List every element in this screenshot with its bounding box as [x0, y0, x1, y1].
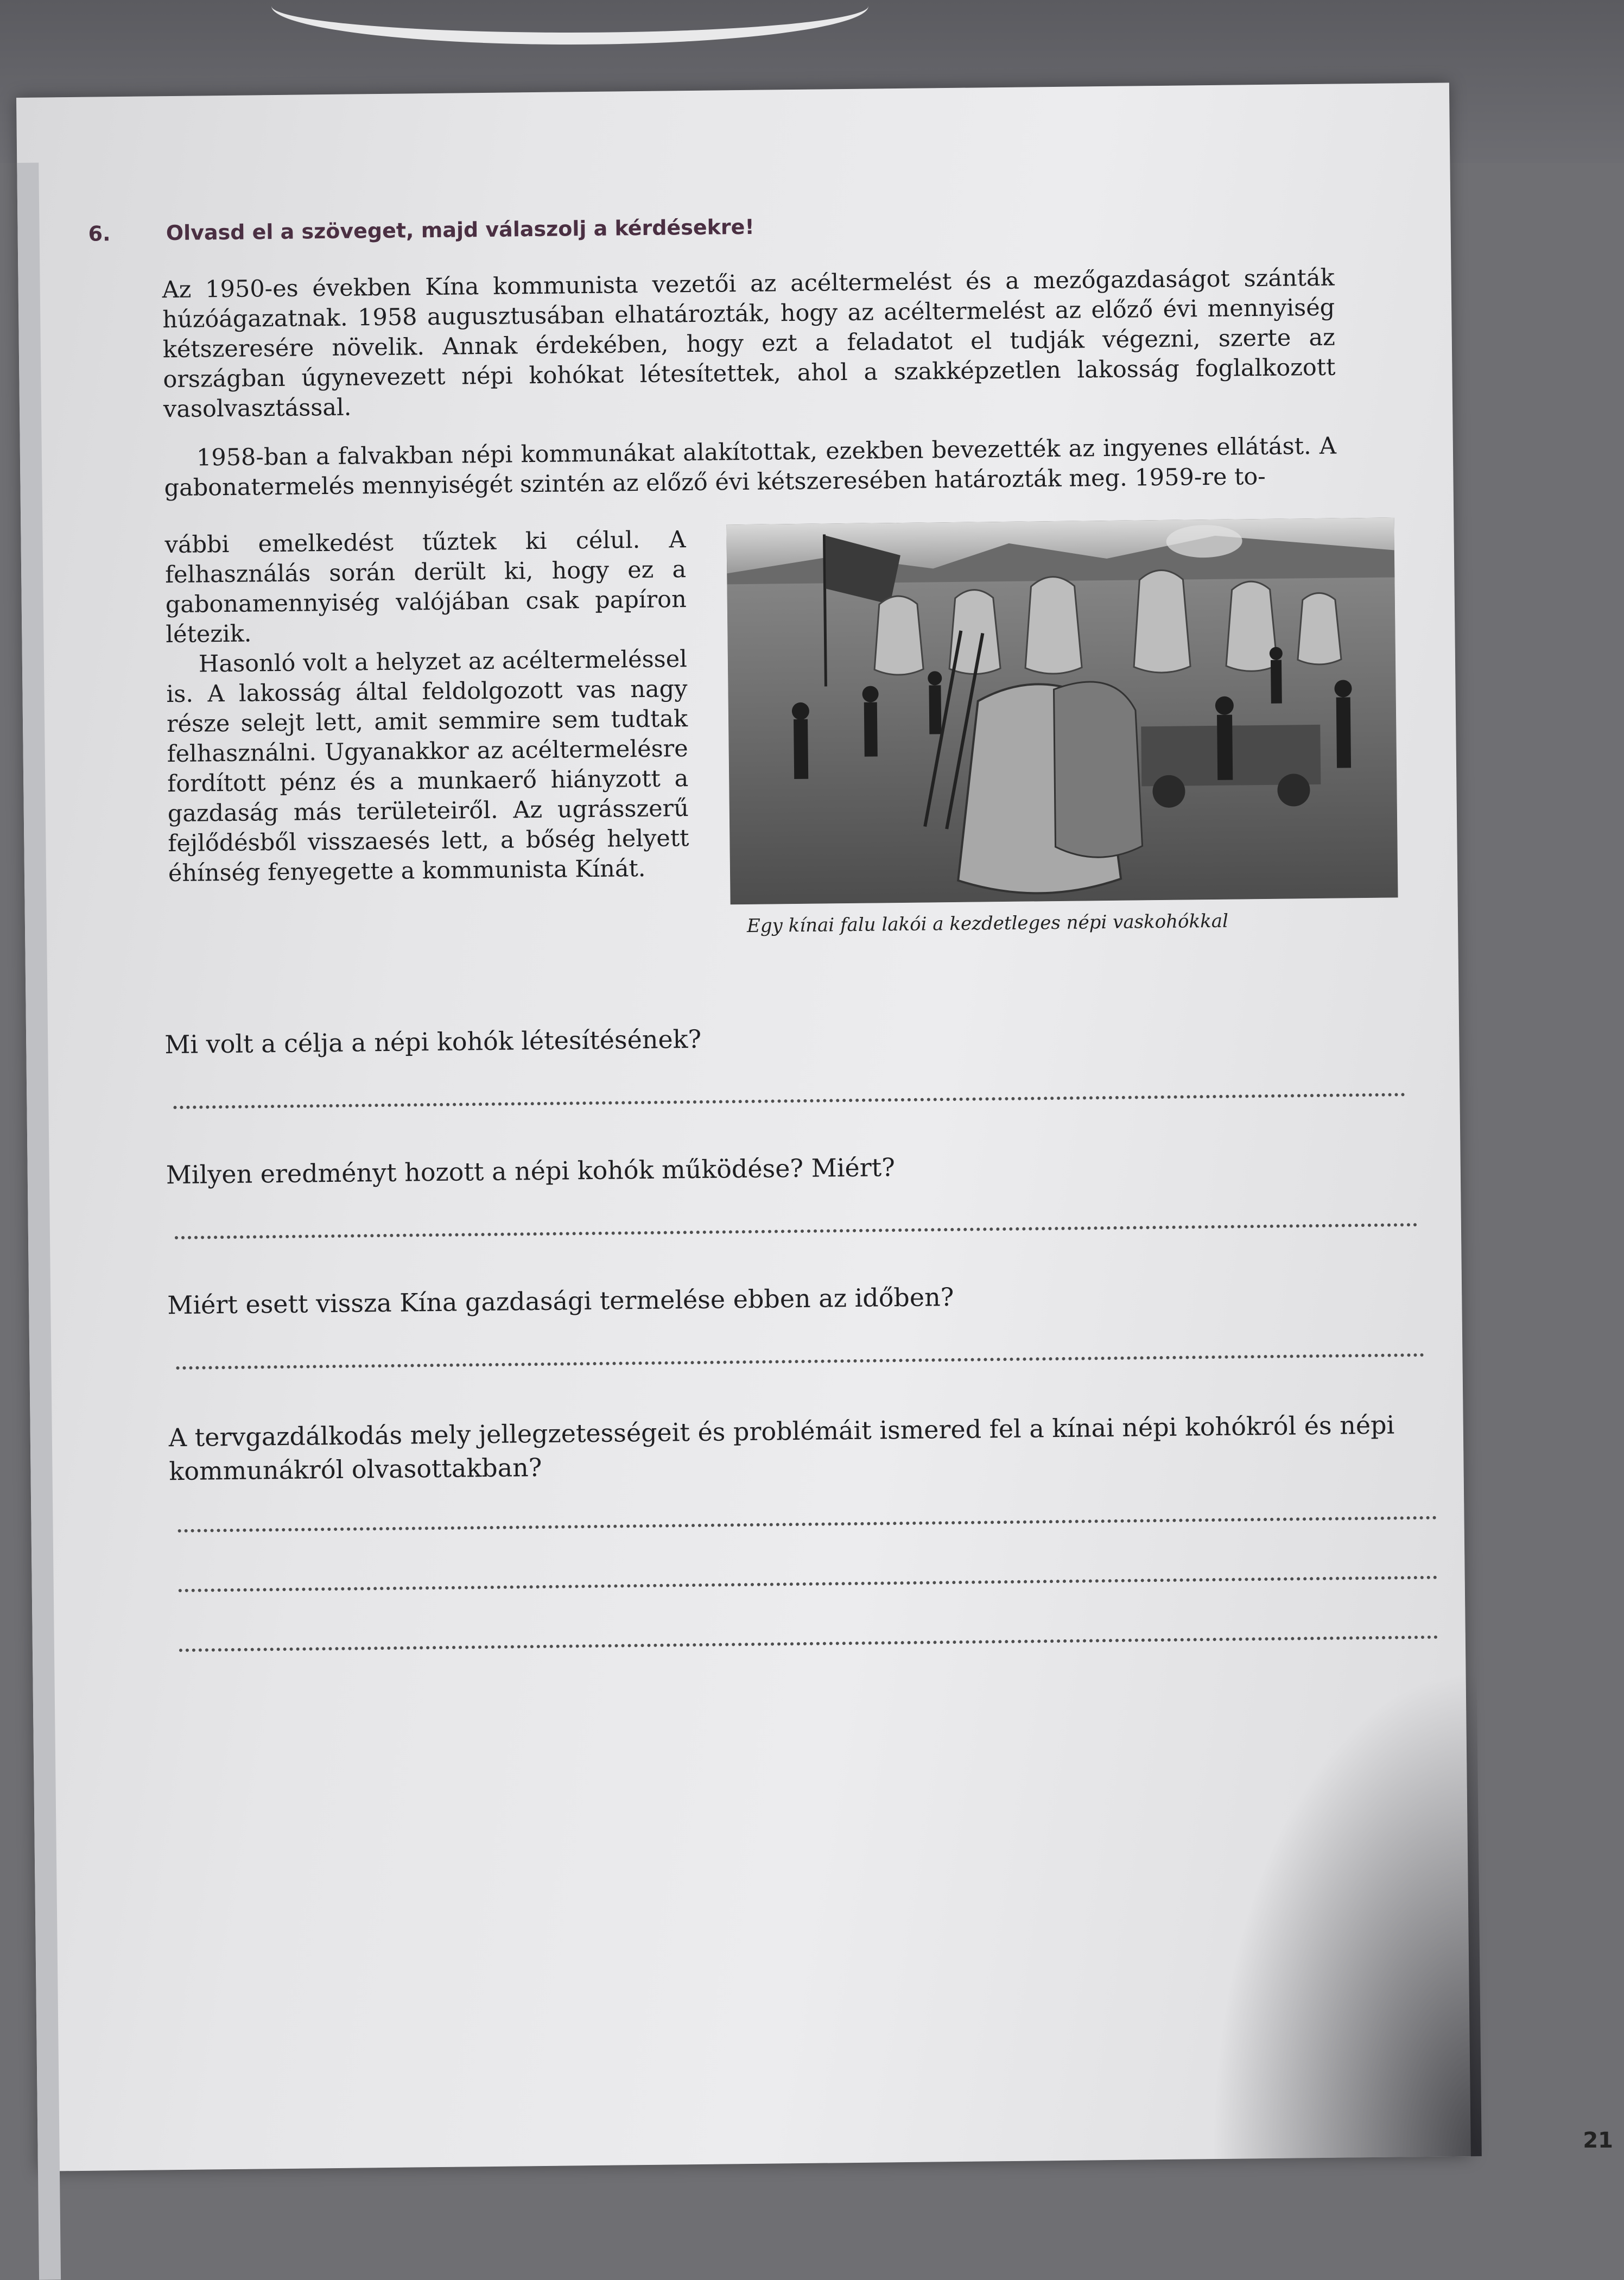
worksheet-page: [16, 83, 1471, 2171]
furnace-photo-image: [726, 517, 1398, 904]
page-number: 21: [1583, 2128, 1613, 2153]
photo-caption: Egy kínai falu lakói a kezdetleges népi vaskohókkal: [746, 910, 1229, 937]
answer-line-4c[interactable]: [179, 1636, 1438, 1652]
page-shadow: [1205, 1668, 1481, 2159]
paragraph-1: Az 1950-es években Kína kommunista vezetői az acéltermelést és a mezőgazdaságot szánták húzóágazatnak. 1958 augusztusában elhatározták, hogy az acéltermelést az előző évi mennyiség kétszeresére növelik. Annak érdekében, hogy ezt a feladatot el tudják végezni, szerte az országban úgynevezett népi kohókat létesítettek, ahol a szakképzetlen lakosság foglalkozott vasolvasztással.: [162, 264, 1336, 423]
task-number: 6.: [88, 221, 111, 246]
answer-line-4b[interactable]: [179, 1576, 1438, 1592]
task-header: [88, 215, 754, 246]
paragraph-3: Hasonló volt a helyzet az acéltermeléssel is. A lakosság által feldolgozott vas nagy része selejt lett, amit semmire sem tudtak felhasználni. Ugyanakkor az acéltermelésre fordított pénz és a munkaerő hiányzott a gazdaság más területeiről. Az ugrásszerű fejlődésből visszaesés lett, a bőség helyett éhínség fenyegette a kommunista Kínát.: [166, 645, 689, 888]
task-instruction: Olvasd el a szöveget, majd válaszolj a kérdésekre!: [166, 214, 754, 245]
furnace-photo: [726, 517, 1398, 904]
question-1: Mi volt a célja a népi kohók létesítésének?: [164, 1024, 702, 1060]
page-edge: [17, 163, 61, 2280]
answer-line-1[interactable]: [173, 1093, 1405, 1109]
paragraph-2: 1958-ban a falvakban népi kommunákat alakítottak, ezekben bevezették az ingyenes ellátást. A gabonatermelés mennyiségét szintén az előző évi kétszeresében határozták meg. 1959-re to-: [164, 432, 1337, 502]
question-4: A tervgazdálkodás mely jellegzetességeit és problémáit ismered fel a kínai népi kohókról és népi kommunákról olvasottakban?: [168, 1410, 1395, 1486]
answer-line-3[interactable]: [176, 1353, 1424, 1370]
left-column-text: [164, 525, 689, 889]
answer-line-2[interactable]: [175, 1223, 1418, 1239]
question-2: Milyen eredményt hozott a népi kohók működése? Miért?: [166, 1152, 896, 1190]
paragraph-2-continued: vábbi emelkedést tűztek ki célul. A felhasználás során derült ki, hogy ez a gabonamennyiség valójában csak papíron létezik.: [164, 526, 687, 649]
question-3: Miért esett vissza Kína gazdasági termelése ebben az időben?: [167, 1282, 954, 1320]
answer-line-4a[interactable]: [178, 1516, 1437, 1532]
